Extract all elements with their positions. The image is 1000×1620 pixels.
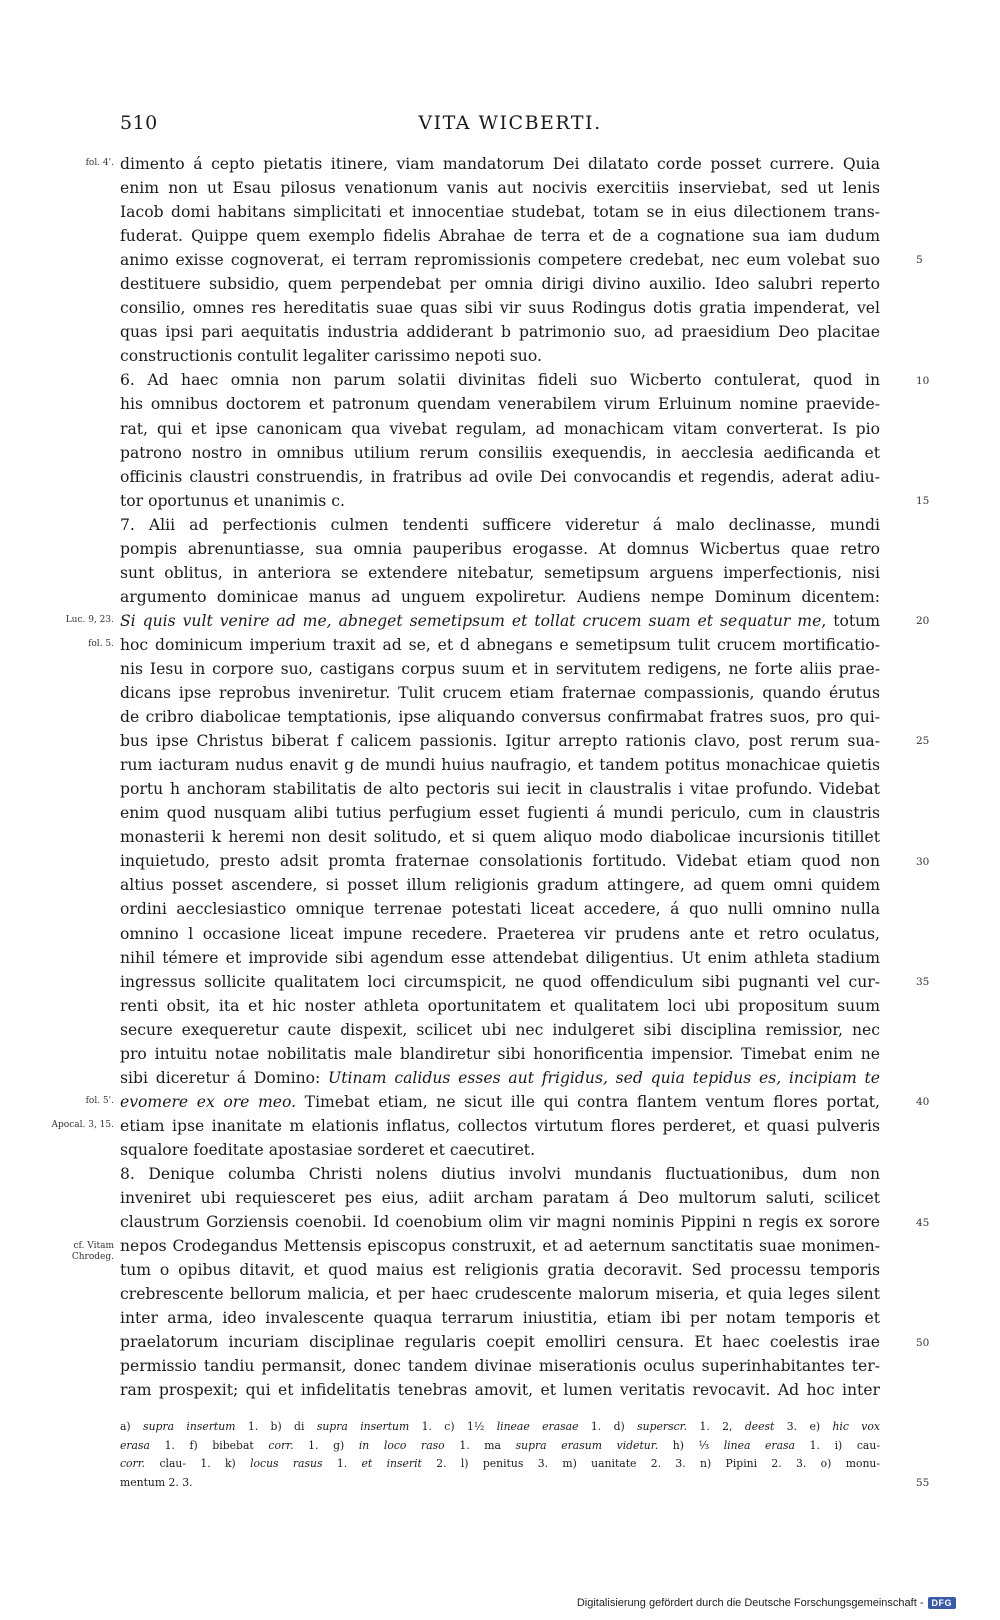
text-line: Iacob domi habitans simplicitati et innocentiae studebat, totam se in eius dilectionem trans- [120, 203, 880, 222]
text-line: consilio, omnes res hereditatis suae quas sibi vir suus Rodingus dotis gratia impenderat, vel [120, 299, 880, 318]
text-line: his omnibus doctorem et patronum quendam venerabilem virum Erluinum nomine praevide- [120, 395, 880, 414]
text-line: praelatorum incuriam disciplinae regularis coepit emolliri censura. Et haec coelestis irae [120, 1333, 880, 1352]
text-line: pro intuitu notae nobilitatis male blandiretur sibi honorificentia impensior. Timebat enim ne [120, 1044, 880, 1063]
text-line: secure exequeretur caute dispexit, scilicet ubi nec indulgeret sibi disciplina remissior, nec [120, 1020, 880, 1039]
text-line: argumento dominicae manus ad unguem expoliretur. Audiens nempe Dominum dicentem: [120, 587, 880, 606]
text-line: Si quis vult venire ad me, abneget semetipsum et tollat crucem suam et sequatur me, totum [120, 611, 880, 630]
text-line: squalore foeditate apostasiae sorderet et caecutiret. [120, 1140, 536, 1159]
text-line: fuderat. Quippe quem exemplo fidelis Abrahae de terra et de a cognatione sua iam dudum [120, 227, 880, 246]
footnote-line: erasa 1. f) bibebat corr. 1. g) in loco raso 1. ma supra erasum videtur. h) ⅓ linea erasa 1. i) cau- [120, 1438, 880, 1452]
text-line: tum o opibus ditavit, et quod maius est religionis gratia decoravit. Sed processu temporis [120, 1261, 880, 1280]
footnote-line: corr. clau- 1. k) locus rasus 1. et inserit 2. l) penitus 3. m) uanitate 2. 3. n) Pipini 2. 3. o) monu- [120, 1457, 880, 1470]
text-line: hoc dominicum imperium traxit ad se, et d abnegans e semetipsum tulit crucem mortificatio- [120, 635, 880, 654]
text-line: evomere ex ore meo. Timebat etiam, ne sicut ille qui contra flantem ventum flores portat, [120, 1092, 880, 1111]
text-line: ram prospexit; qui et infidelitatis tenebras amovit, et lumen veritatis revocavit. Ad hoc inter [120, 1381, 880, 1400]
margin-reference: Apocal. 3, 15. [51, 1120, 114, 1131]
line-number: 50 [916, 1336, 930, 1349]
margin-reference: fol. 5. [88, 639, 114, 650]
dfg-logo: DFG [928, 1597, 957, 1609]
text-line: claustrum Gorziensis coenobii. Id coenobium olim vir magni nominis Pippini n regis ex sorore [120, 1213, 880, 1232]
text-line: destituere subsidio, quem perpendebat per omnia dirigi divino auxilio. Ideo salubri reperto [120, 275, 880, 294]
text-line: omnino l occasione liceat impune recedere. Praeterea vir prudens ante et retro oculatus, [120, 924, 880, 943]
text-line: 7. Alii ad perfectionis culmen tendenti sufficere videretur á malo declinasse, mundi [120, 515, 880, 534]
text-line: nepos Crodegandus Mettensis episcopus construxit, et ad aeternum sanctitatis suae monimen- [120, 1237, 880, 1256]
line-number: 15 [916, 494, 930, 507]
line-number: 30 [916, 855, 930, 868]
text-line: dicans ipse reprobus inveniretur. Tulit crucem etiam fraternae compassionis, quando érutus [120, 684, 880, 703]
text-line: 8. Denique columba Christi nolens diutius involvi mundanis fluctuationibus, dum non [120, 1164, 880, 1183]
running-title: VITA WICBERTI. [418, 112, 602, 134]
margin-reference: fol. 4'. [85, 158, 114, 168]
text-line: portu h anchoram stabilitatis de alto pectoris sui iecit in claustralis i vitae profundo. Videbat [120, 780, 880, 799]
line-number: 45 [916, 1216, 930, 1229]
digitization-credit [577, 1597, 956, 1609]
text-line: sibi diceretur á Domino: Utinam calidus esses aut frigidus, sed quia tepidus es, incipiam te [120, 1068, 880, 1087]
text-line: etiam ipse inanitate m elationis inflatus, collectos virtutum flores perderet, et quasi pulveris [120, 1116, 880, 1135]
text-line: sunt oblitus, in anteriora se extendere nitebatur, semetipsum arguens imperfectionis, nisi [120, 563, 880, 582]
margin-reference: fol. 5'. [85, 1096, 114, 1107]
text-line: inveniret ubi requiesceret pes eius, adiit archam paratam á Deo multorum saluti, scilicet [120, 1189, 880, 1208]
margin-reference: Luc. 9, 23. [65, 615, 114, 626]
line-number: 20 [916, 615, 930, 628]
text-line: inquietudo, presto adsit promta fraternae consolationis fortitudo. Videbat etiam quod non [120, 852, 880, 871]
margin-reference: cf. Vitam Chrodeg. [71, 1240, 114, 1262]
text-line: tor oportunus et unanimis c. [120, 491, 345, 510]
line-number: 5 [916, 254, 923, 267]
text-line: monasterii k heremi non desit solitudo, et si quem aliquo modo diabolicae incursionis titillet [120, 828, 880, 847]
main-text [120, 152, 880, 1402]
text-line: altius posset ascendere, si posset illum religionis gradum attingere, ad quem omni quidem [120, 876, 880, 895]
text-line: permissio tandiu permansit, donec tandem divinae miserationis oculus superinhabitantes ter- [120, 1357, 880, 1376]
text-line: de cribro diabolicae temptationis, ipse aliquando conversus confirmabat fratres suos, pro qui- [120, 708, 880, 727]
text-line: ingressus sollicite qualitatem loci circumspicit, ne quod offendiculum sibi pugnanti vel cur- [120, 972, 880, 991]
footnote-line: a) supra insertum 1. b) di supra insertum 1. c) 1½ lineae erasae 1. d) superscr. 1. 2, deest 3. e) hic vox [120, 1420, 880, 1433]
text-line: nihil témere et improvide sibi agendum esse attendebat diligentius. Ut enim athleta stadium [120, 948, 880, 967]
footnote-line: mentum 2. 3. [120, 1475, 193, 1489]
text-line: animo exisse cognoverat, ei terram repromissionis competere credebat, nec eum volebat suo [120, 251, 880, 270]
text-line: enim quod nusquam alibi tutius perfugium esset fugienti á mundi periculo, cum in claustris [120, 804, 880, 823]
text-line: patrono nostro in omnibus utilium rerum consiliis exequendis, in aecclesia aedificanda et [120, 443, 880, 462]
text-line: rum iacturam nudus enavit g de mundi huius naufragio, et tandem potitus monachicae quietis [120, 756, 880, 775]
footnotes [120, 1418, 880, 1492]
text-line: bus ipse Christus biberat f calicem passionis. Igitur arrepto rationis clavo, post rerum sua- [120, 732, 880, 751]
text-line: dimento á cepto pietatis itinere, viam mandatorum Dei dilatato corde posset currere. Quia [120, 155, 880, 173]
text-line: pompis abrenuntiasse, sua omnia pauperibus erogasse. At domnus Wicbertus quae retro [120, 539, 880, 558]
line-number: 40 [916, 1096, 930, 1109]
text-line: nis Iesu in corpore suo, castigans corpus suum et in servitutem redigens, ne forte aliis prae- [120, 659, 880, 678]
text-line: enim non ut Esau pilosus venationum vanis aut nocivis exercitiis inserviebat, sed ut lenis [120, 179, 880, 198]
line-number: 25 [916, 735, 930, 748]
text-line: crebrescente bellorum malicia, et per haec crudescente malorum miseria, et quia leges silent [120, 1285, 880, 1304]
text-line: constructionis contulit legaliter carissimo nepoti suo. [120, 347, 542, 366]
line-number: 10 [916, 374, 930, 387]
text-line: ordini aecclesiastico omnique terrenae potestati liceat accedere, á quo nulli omnino nulla [120, 900, 880, 919]
page-header [120, 112, 900, 142]
credit-text: Digitalisierung gefördert durch die Deutsche Forschungsgemeinschaft - [576, 1597, 924, 1609]
line-number: 55 [916, 1476, 930, 1489]
line-number: 35 [916, 976, 930, 989]
page-number: 510 [120, 112, 158, 134]
text-line: inter arma, ideo invalescente quaqua terrarum iniustitia, etiam ibi per notam temporis et [120, 1309, 880, 1328]
text-line: officinis claustri construendis, in fratribus ad ovile Dei convocandis et regendis, aderat adiu- [120, 467, 880, 486]
text-line: rat, qui et ipse canonicam qua vivebat regulam, ad monachicam vitam converterat. Is pio [120, 419, 880, 438]
text-line: 6. Ad haec omnia non parum solatii divinitas fideli suo Wicberto contulerat, quod in [120, 371, 880, 390]
text-line: quas ipsi pari aequitatis industria addiderant b patrimonio suo, ad praesidium Deo placitae [120, 323, 880, 342]
text-line: renti obsit, ita et hic noster athleta oportunitatem et qualitatem loci ubi propositum suum [120, 996, 880, 1015]
